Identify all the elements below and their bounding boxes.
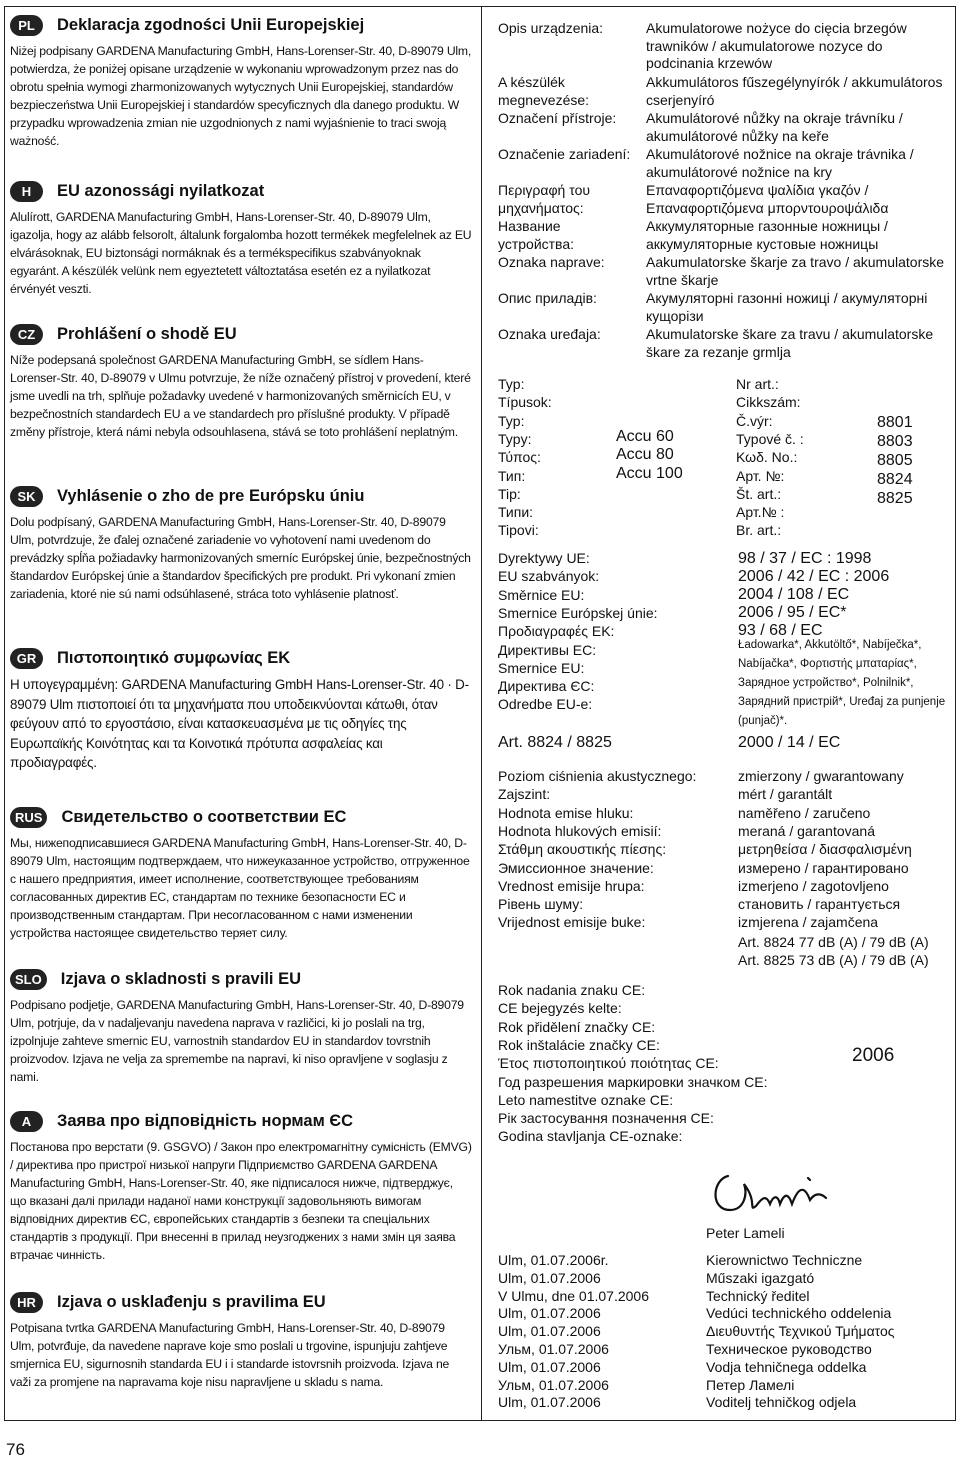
noise-label: Hodnota emise hluku: (498, 804, 634, 821)
signatory-title: Vodja tehničnega oddelka (706, 1358, 867, 1375)
section-a (10, 1108, 472, 1264)
model-name: Accu 100 (616, 464, 683, 482)
article-label: Št. art.: (736, 485, 782, 502)
section-body: Η υπογεγραμμένη: GARDENA Manufacturing GmbH Hans-Lorenser-Str. 40 · D-89079 Ulm πιστοποιεί ότι τα μηχανήματα που υποδεικνύονται κάτωθι, όταν φεύγουν από το εργοστάσιο, είναι κατασκευασμένα με τις οδηγίες της Ευρωπαϊκής Κοινότητας και τα Κοινοτικά πρότυπα ασφαλείας και προδιαγραφές. (10, 677, 469, 770)
article-label: Cikkszám: (736, 394, 801, 411)
noise-label: Στάθμη ακουστικής πίεσης: (498, 841, 667, 858)
noise-value: измерено / гарантировано (738, 859, 909, 876)
ce-label: Rok inštalácie značky CE: (498, 1036, 660, 1053)
device-label: Opis urządzenia: (498, 20, 604, 36)
section-hr (10, 1289, 472, 1391)
signatory-title: Voditelj tehničkog odjela (706, 1394, 857, 1411)
type-label: Tipovi: (498, 522, 539, 539)
section-title: Izjava o usklađenju s pravilima EU (57, 1292, 326, 1311)
section-body: Dolu podpísaný, GARDENA Manufacturing GmbH, Hans-Lorenser-Str. 40, D-89079 Ulm, potvrdzuje, že ďalej označené zariadenie vo vyhotovení nami uvedenom do prevádzky spĺňa požiadavky harmonizovaných smerníc Európskej únie, bezpečnostných štandardov Európskej únie a štandardov špecifických pre produkt. Pri vykonaní zmien zariadenia, ktoré nie sú nami odsúhlasené, stráca toto vyhlásenie platnosť. (10, 515, 471, 601)
device-label: Опис приладів: (498, 290, 597, 306)
article-number: 8825 (877, 490, 913, 507)
ce-label: Год разрешения маркировки значком CE: (498, 1073, 768, 1090)
section-body: Potpisana tvrtka GARDENA Manufacturing GmbH, Hans-Lorenser-Str. 40, D-89079 Ulm, potvrđuje, da navedene naprave koje smo poslali u trgovine, ispunjuju zahtjeve smjernica EU, sigurnosnih standarda EU i i standarde istovrsnih proizvoda. Izjava ne važi za promjene na napravama koje nisu napravljene u skladu s nama. (10, 1321, 450, 1389)
ce-label: Έτος πιστοποιητικού ποιότητας CE: (498, 1055, 719, 1072)
article-label: Арт. №: (736, 467, 785, 484)
article-number: 8803 (877, 433, 913, 450)
place-date: Ульм, 01.07.2006 (498, 1341, 609, 1357)
section-title: Prohlášení o shodě EU (57, 324, 237, 343)
section-body: Níže podepsaná společnost GARDENA Manufacturing GmbH, se sídlem Hans-Lorenser-Str. 40, D-89079 v Ulmu potvrzuje, že níže označený přístroj v provedení, které jsme uvedli na trh, splňuje požadavky uvedené v harmonizovaných směrnicích EU, v bezpečnostních standardech EU a ve standardech pro příslušné produkty. V případě změny přístroje, která námi nebyla odsouhlasena, stává se toto prohlášení neplatným. (10, 353, 471, 439)
art-pair-label: Art. 8824 / 8825 (498, 734, 612, 751)
device-value: Akkumulátoros fűszegélynyírók / akkumulátoros cserjenyíró (646, 74, 943, 108)
signatory-title: Technický ředitel (706, 1287, 810, 1304)
device-value: Επαναφορτιζόμενα ψαλίδια γκαζόν / Επαναφορτιζόμενα μπορντουροψάλιδα (646, 182, 889, 216)
device-label: A készülék megnevezése: (498, 74, 590, 108)
section-title: EU azonossági nyilatkozat (57, 181, 265, 200)
art-pair-directive: 2000 / 14 / EC (738, 734, 841, 751)
noise-value: meraná / garantovaná (738, 822, 875, 839)
section-body: Niżej podpisany GARDENA Manufacturing GmbH, Hans-Lorenser-Str. 40, D-89079 Ulm, potwierdza, że poniżej opisane urządzenie w wykonaniu wprowadzonym przez nas do obrotu spełnia wymogi zharmonizowanych wytycznych Unii Europejskiej, standardów bezpieczeństwa Unii Europejskiej i standardów specyficznych dla danego produktu. W przypadku wprowadzenia zmian nie uzgodnionych z nami wyjaśnienie to traci swoją ważność. (10, 44, 472, 148)
ce-label: Рік застосування позначення CE: (498, 1110, 714, 1127)
noise-label: Zajszint: (498, 786, 551, 803)
device-label: Označení přístroje: (498, 110, 617, 126)
type-label: Típusok: (498, 394, 552, 411)
section-gr (10, 645, 472, 773)
signatory-title: Vedúci technického oddelenia (706, 1305, 892, 1322)
signatory-name: Peter Lameli (706, 1225, 785, 1241)
article-label: Č.výr: (736, 412, 773, 429)
place-date: Ulm, 01.07.2006r. (498, 1252, 609, 1268)
noise-value: mért / garantált (738, 786, 833, 803)
noise-level: Art. 8824 77 dB (A) / 79 dB (A) (738, 934, 929, 950)
directive-value: 93 / 68 / EC (738, 622, 823, 639)
noise-label: Рівень шуму: (498, 896, 584, 913)
language-badge: CZ (10, 324, 43, 345)
type-label: Тип: (498, 467, 526, 484)
type-label: Typ: (498, 412, 525, 429)
directive-label: EU szabványok: (498, 568, 600, 585)
type-label: Tip: (498, 485, 521, 502)
noise-value: zmierzony / gwarantowany (738, 768, 904, 784)
device-value: Аккумуляторные газонные ножницы / аккумуляторные кустовые ножницы (646, 218, 888, 252)
article-number: 8801 (877, 414, 913, 431)
article-label: Typové č. : (736, 430, 804, 447)
ce-label: Rok nadania znaku CE: (498, 982, 646, 998)
signatory-title: Műszaki igazgató (706, 1269, 815, 1286)
device-value: Akumulatorowe nożyce do cięcia brzegów trawników / akumulatorowe nozyce do podcinania krzewów (646, 20, 907, 71)
device-label: Oznaka naprave: (498, 254, 605, 270)
section-body: Мы, нижеподписавшиеся GARDENA Manufacturing GmbH, Hans-Lorenser-Str. 40, D-89079 Ulm, настоящим подтверждаем, что нижеуказанное устройство, отгруженное с нашего предприятия, имеет исполнение, соответствующее требованиям согласованных директив ЕС, стандартам по технике безопасности ЕС и производственным стандартам. При несогласованном с нами изменении устройства настоящее свидетельство теряет силу. (10, 836, 470, 940)
noise-value: μετρηθείσα / διασφαλισμένη (738, 841, 912, 858)
section-title: Свидетельство о соответствии ЕС (61, 807, 347, 826)
directive-value: 98 / 37 / EC : 1998 (738, 550, 872, 567)
place-date: Ulm, 01.07.2006 (498, 1323, 601, 1340)
article-label: Κωδ. No.: (736, 449, 798, 466)
language-badge: SK (10, 486, 43, 507)
section-title: Vyhlásenie o zho de pre Európsku úniu (57, 486, 365, 505)
place-date: Ulm, 01.07.2006 (498, 1269, 601, 1286)
noise-level: Art. 8825 73 dB (A) / 79 dB (A) (738, 952, 929, 969)
article-number: 8824 (877, 471, 913, 488)
directive-value: 2004 / 108 / EC (738, 586, 850, 603)
language-badge: A (10, 1111, 43, 1132)
noise-label: Vrednost emisije hrupa: (498, 877, 645, 894)
place-date: V Ulmu, dne 01.07.2006 (498, 1287, 649, 1304)
device-label: Označenie zariadení: (498, 146, 631, 162)
type-label: Typ: (498, 376, 525, 392)
section-title: Deklaracja zgodności Unii Europejskiej (57, 15, 365, 34)
section-title: Izjava o skladnosti s pravili EU (60, 969, 301, 988)
device-label: Περιγραφή του μηχανήματος: (498, 182, 591, 216)
ce-year: 2006 (852, 1045, 895, 1066)
ce-label: CE bejegyzés kelte: (498, 1000, 622, 1017)
device-value: Акумуляторні газонні ножиці / акумуляторні кущорізи (646, 290, 928, 324)
section-rus (10, 804, 472, 942)
place-date: Ulm, 01.07.2006 (498, 1305, 601, 1322)
directive-label: Smernice Európskej únie: (498, 604, 658, 621)
device-label: Название устройства: (498, 218, 575, 252)
signature-image (700, 1164, 850, 1224)
article-label: Br. art.: (736, 522, 782, 539)
directive-label: Dyrektywy UE: (498, 550, 590, 566)
model-name: Accu 80 (616, 446, 674, 464)
place-date: Ульм, 01.07.2006 (498, 1376, 609, 1393)
model-name: Accu 60 (616, 428, 674, 445)
place-date: Ulm, 01.07.2006 (498, 1394, 601, 1411)
noise-label: Hodnota hlukových emisií: (498, 822, 662, 839)
noise-label: Эмиссионное значение: (498, 859, 654, 876)
signatory-title: Kierownictwo Techniczne (706, 1252, 863, 1268)
signatory-title: Петер Ламелі (706, 1376, 795, 1393)
type-label: Типи: (498, 504, 534, 521)
section-title: Πιστοποιητικό συμφωνίας ΕΚ (57, 648, 291, 667)
section-body: Podpisano podjetje, GARDENA Manufacturing GmbH, Hans-Lorenser-Str. 40, D-89079 Ulm, potrjuje, da v nadaljevanju navedena naprava v različici, ki jo poslali na trg, izpolnjuje zahteve smernic EU, varnostnih standardov EU in standardov tovrstnih proizvodov. Izjava ne velja za spremembe na napravi, ki niso opravljene v soglasju z nami. (10, 998, 464, 1084)
ce-label: Leto namestitve oznake CE: (498, 1091, 674, 1108)
language-badge: SLO (10, 969, 47, 990)
place-date: Ulm, 01.07.2006 (498, 1358, 601, 1375)
language-badge: HR (10, 1292, 43, 1313)
directive-label: Odredbe EU-e: (498, 696, 593, 713)
device-value: Aakumulatorske škarje za travo / akumulatorske vrtne škarje (646, 254, 945, 288)
article-number: 8805 (877, 452, 913, 469)
device-value: Akumulátorové nožnice na okraje trávnika / akumulátorové nožnice na kry (646, 146, 914, 180)
directive-value: 2006 / 42 / EC : 2006 (738, 568, 890, 585)
language-badge: H (10, 181, 43, 202)
section-cz (10, 321, 472, 441)
language-badge: PL (10, 15, 43, 36)
directive-label: Προδιαγραφές ΕΚ: (498, 623, 615, 640)
noise-label: Vrijednost emisije buke: (498, 914, 646, 931)
signatory-title: Διευθυντής Τεχνικού Τμήματος (706, 1323, 895, 1340)
type-label: Τύπος: (498, 449, 541, 466)
noise-value: naměřeno / zaručeno (738, 804, 871, 821)
page-number: 76 (6, 1440, 25, 1459)
device-label: Oznaka uređaja: (498, 326, 601, 342)
noise-label: Poziom ciśnienia akustycznego: (498, 768, 697, 784)
noise-value: izmerjeno / zagotovljeno (738, 877, 889, 894)
ce-label: Godina stavljanja CE-oznake: (498, 1128, 683, 1145)
column-divider (481, 6, 482, 1421)
noise-value: izmjerena / zajamčena (738, 914, 879, 931)
directive-label: Директива ЄС: (498, 678, 595, 695)
section-body: Постанова про верстати (9. GSGVO) / Закон про електромагнітну сумісність (EMVG) / директива про пристрої низької напруги Підприємство GARDENA GARDENA Manufacturing GmbH, Hans-Lorenser-Str. 40, яке підписалося нижче, підтверджує, що вказані далі прилади наданої нами конструкції задовольняють вимогам відповідних директив ЄС, європейських стандартів з безпеки та спеціальних стандартів з продукції. При внесенні в прилад неузгоджених з нами змін ця заява втрачає чинність. (10, 1140, 472, 1262)
section-slo (10, 966, 472, 1086)
device-value: Akumulátorové nůžky na okraje trávníku / akumulátorové nůžky na keře (646, 110, 903, 144)
device-value: Akumulatorske škare za travu / akumulatorske škare za rezanje grmlja (646, 326, 934, 360)
article-label: Nr art.: (736, 376, 779, 392)
section-sk (10, 483, 472, 603)
section-title: Заява про відповідність нормам ЄС (57, 1111, 354, 1130)
language-badge: RUS (10, 807, 47, 828)
signatory-title: Техническое руководство (706, 1341, 872, 1357)
directive-label: Директивы ЕС: (498, 641, 597, 658)
section-pl (10, 12, 472, 150)
section-h (10, 178, 472, 298)
noise-value: становить / гарантується (738, 896, 901, 913)
charger-footnote: Ładowarka*, Akkutöltő*, Nabíječka*, Nabíjačka*, Φορτιστής μπαταρίας*, Зарядное устройство*, Polnilnik*, Зарядний пристрій*, Uređaj za punjenje (punjač)*. (738, 639, 946, 727)
language-badge: GR (10, 648, 43, 669)
article-label: Арт.№ : (736, 504, 785, 521)
ce-label: Rok přidělení značky CE: (498, 1018, 656, 1035)
directive-label: Směrnice EU: (498, 586, 585, 603)
section-body: Alulírott, GARDENA Manufacturing GmbH, Hans-Lorenser-Str. 40, D-89079 Ulm, igazolja, hogy az alább felsorolt, általunk forgalomba hozott termékek megfelelnek az EU elvárásoknak, EU biztonsági normáknak és a termékspecifikus szabványoknak egyaránt. A készülék velünk nem egyeztetett változtatása esetén ez a nyilatkozat érvényét veszti. (10, 210, 472, 296)
type-label: Typy: (498, 430, 532, 447)
directive-label: Smernice EU: (498, 659, 585, 676)
directive-value: 2006 / 95 / EC* (738, 604, 847, 621)
